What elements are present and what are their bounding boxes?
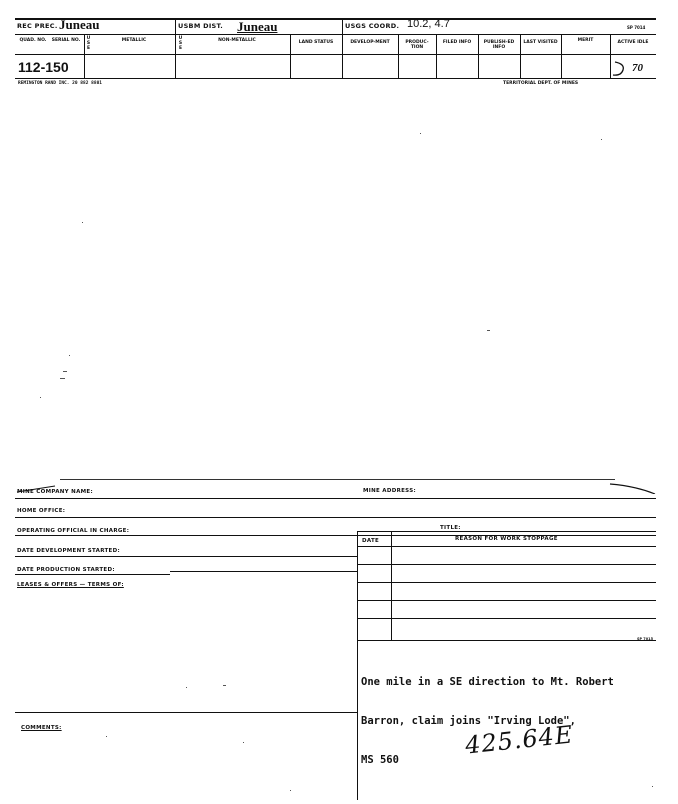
rec-prec-value: Juneau (59, 17, 100, 32)
notes-block (361, 650, 614, 793)
imprint-left: REMINGTON RAND INC. 20 882 8801 (18, 81, 102, 86)
date-col-label: DATE (362, 538, 380, 544)
mine-address-label: MINE ADDRESS: (363, 488, 416, 494)
top-curve-lines (15, 476, 656, 494)
col-non-metallic: NON-METALLIC (218, 38, 256, 43)
col-use-metallic: U S E (86, 36, 91, 51)
notes-line-3: MS 560 (361, 754, 399, 766)
date-production-label: DATE PRODUCTION STARTED: (17, 567, 115, 573)
col-production: PRODUC-TION (405, 40, 429, 50)
date-development-label: DATE DEVELOPMENT STARTED: (17, 548, 120, 554)
form-code: SP 7014 (627, 25, 646, 30)
col-filed-info: FILED INFO (442, 40, 472, 45)
col-last-visited: LAST VISITED (523, 40, 558, 45)
col-serial: SERIAL NO. (51, 38, 81, 43)
col-use-nonmetallic: U S E (178, 36, 183, 51)
title-label: TITLE: (440, 525, 461, 531)
usbm-dist-label: USBM DIST. (178, 22, 224, 30)
leases-label: LEASES & OFFERS — TERMS OF: (17, 582, 124, 588)
col-active-idle: ACTIVE IDLE (617, 40, 649, 45)
col-merit: MERIT (577, 38, 594, 43)
notes-line-2: Barron, claim joins "Irving Lode", (361, 715, 576, 727)
reason-col-label: REASON FOR WORK STOPPAGE (455, 536, 558, 542)
quad-serial-value: 112-150 (18, 59, 69, 75)
col-quad: QUAD. NO. (19, 38, 47, 43)
usgs-coord-value: 10.2, 4.7 (407, 18, 450, 30)
handwritten-number: 425.64E (463, 720, 575, 760)
col-metallic: METALLIC (121, 38, 147, 43)
bottom-form-code: SP 7015 (637, 637, 654, 641)
bottom-form (15, 470, 656, 800)
imprint-right: TERRITORIAL DEPT. OF MINES (503, 81, 579, 86)
active-idle-mark: 70 (632, 62, 643, 74)
col-development: DEVELOP-MENT (350, 40, 390, 45)
mine-company-label: MINE COMPANY NAME: (17, 489, 93, 495)
home-office-label: HOME OFFICE: (17, 508, 66, 514)
comments-label: COMMENTS: (21, 725, 62, 731)
header-card (15, 18, 656, 78)
col-land-status: LAND STATUS (298, 40, 334, 45)
usgs-coord-label: USGS COORD. (345, 22, 400, 30)
notes-line-1: One mile in a SE direction to Mt. Robert (361, 676, 614, 688)
col-published-info: PUBLISH-ED INFO (483, 40, 515, 50)
rec-prec-label: REC PREC. (17, 22, 58, 30)
operating-official-label: OPERATING OFFICIAL IN CHARGE: (17, 528, 130, 534)
usbm-dist-value: Juneau (237, 19, 278, 34)
pencil-mark (611, 60, 635, 78)
